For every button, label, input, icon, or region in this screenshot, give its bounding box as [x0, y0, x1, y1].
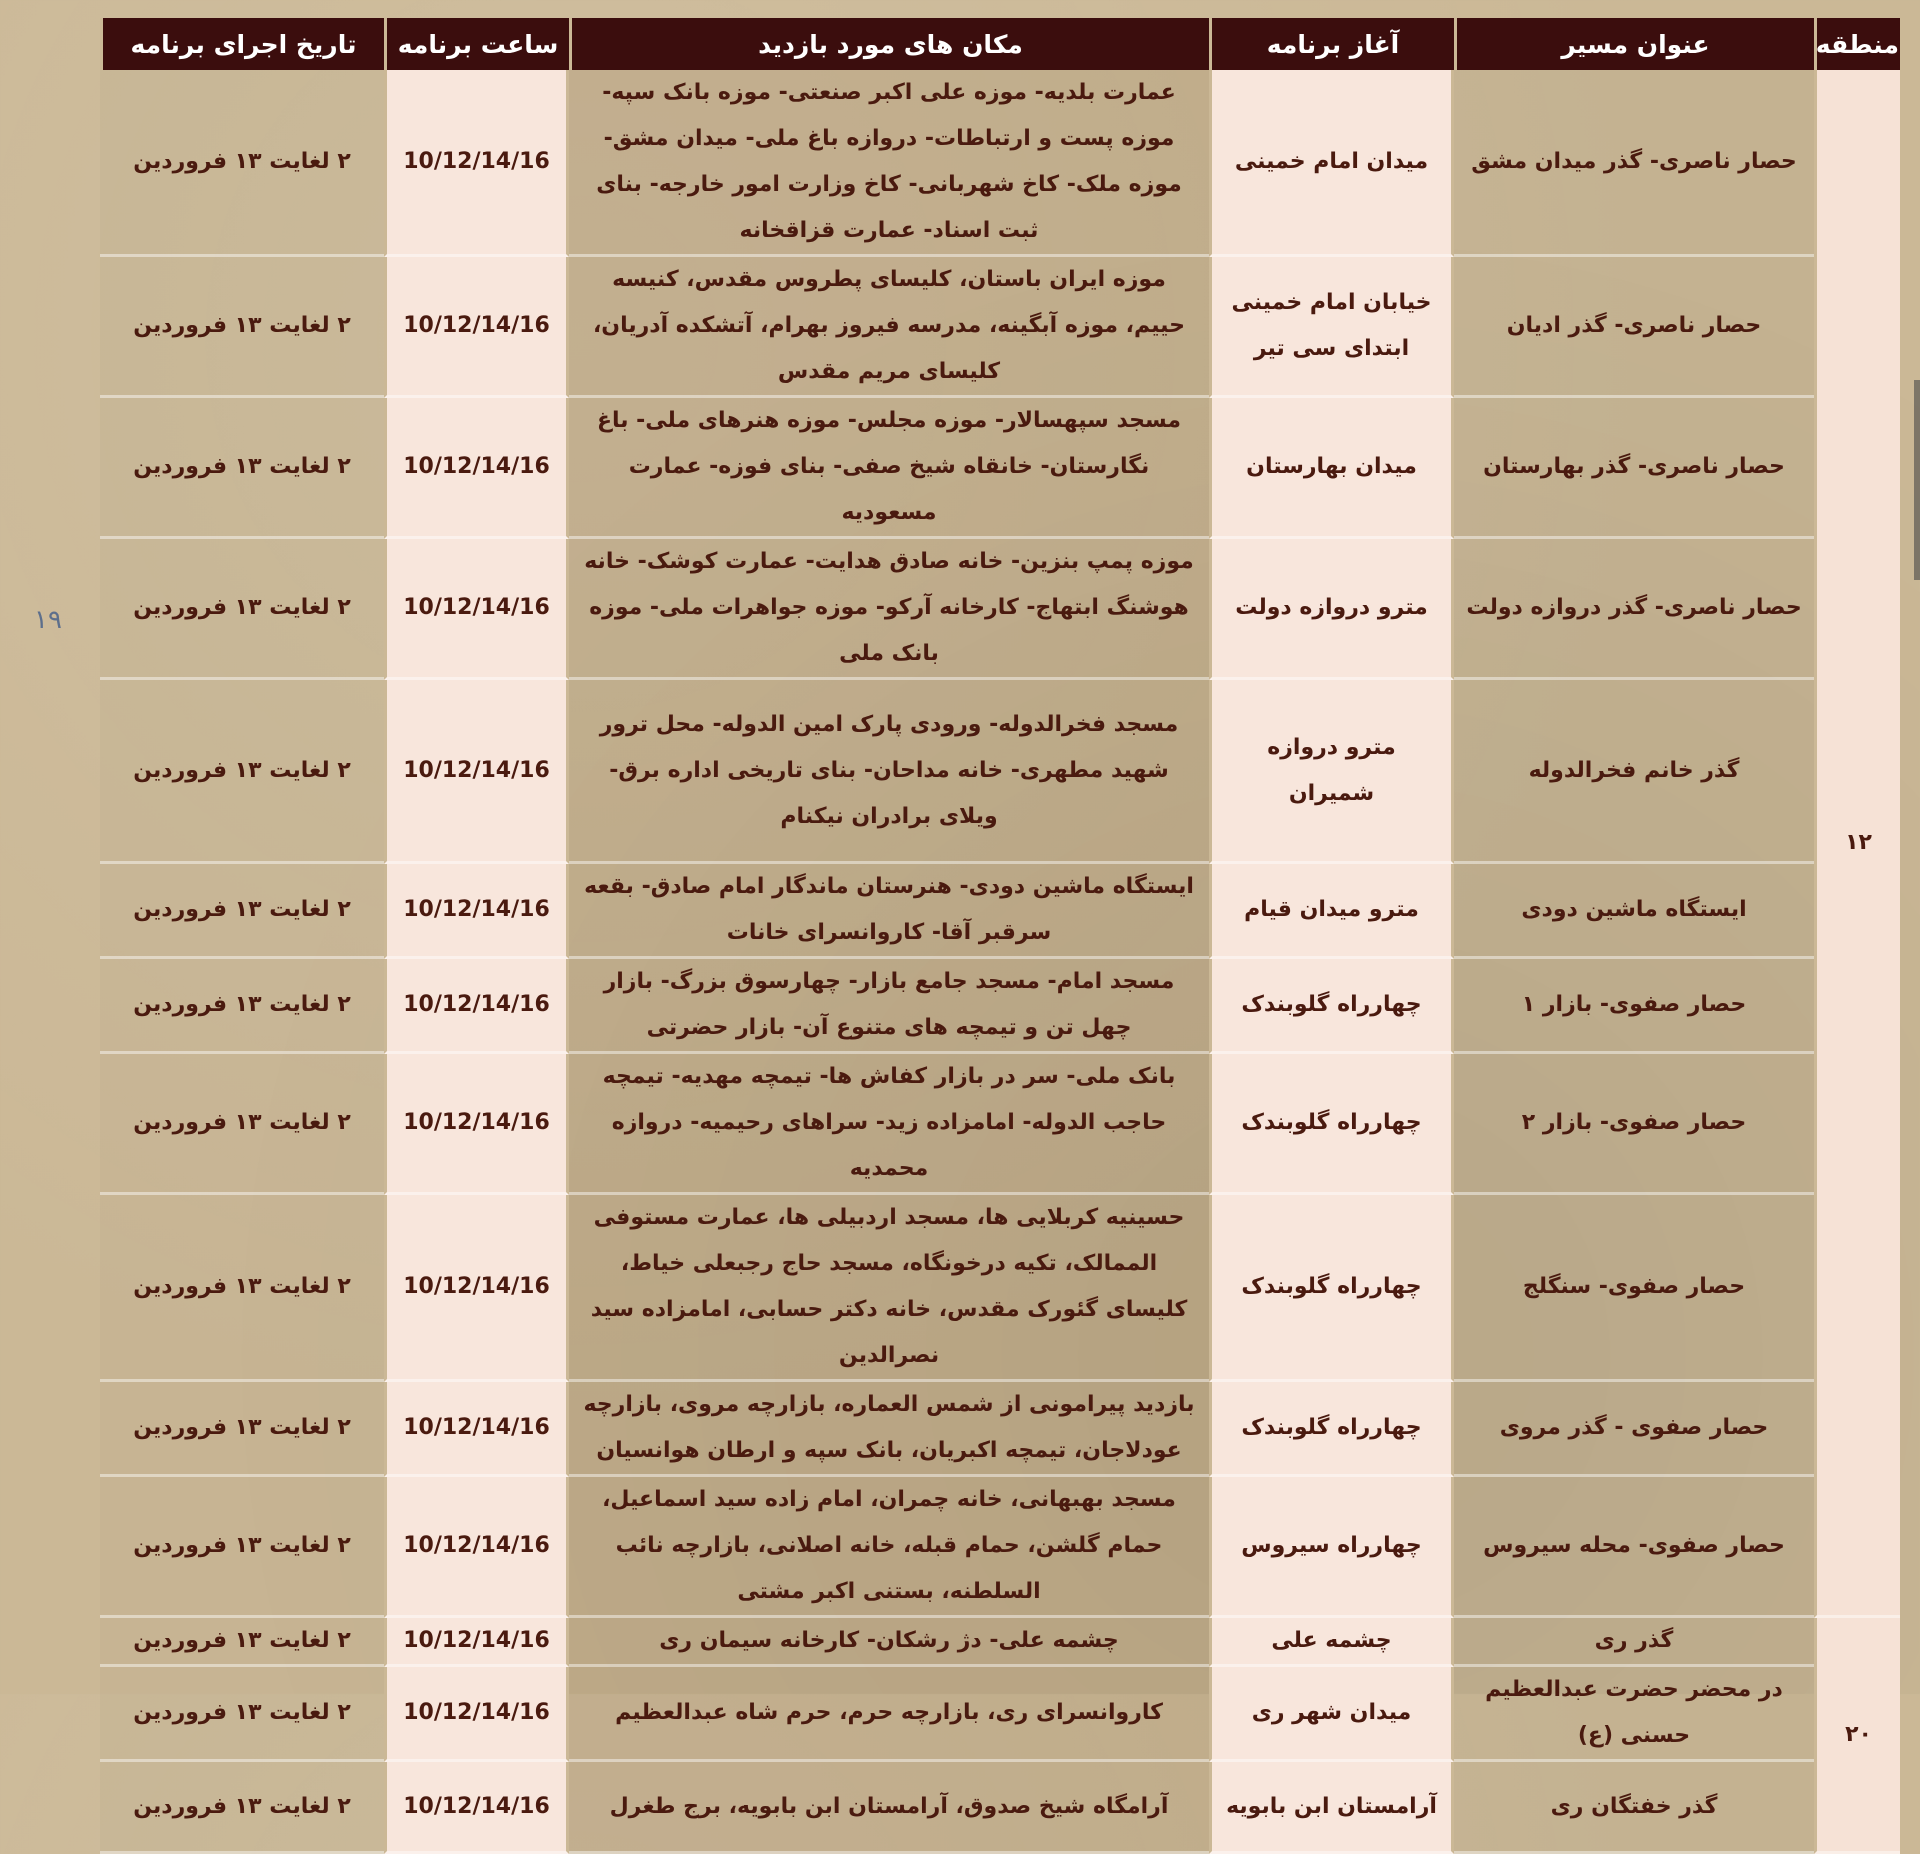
program-time: 10/12/14/16 [384, 1667, 569, 1762]
program-time: 10/12/14/16 [384, 70, 569, 257]
table-row [100, 1477, 1900, 1618]
route-title: حصار ناصری- گذر بهارستان [1454, 398, 1814, 539]
program-time: 10/12/14/16 [384, 864, 569, 959]
visited-places: آرامگاه شیخ صدوق، آرامستان ابن بابویه، برج طغرل [569, 1762, 1209, 1854]
program-time: 10/12/14/16 [384, 680, 569, 864]
visited-places: کاروانسرای ری، بازارچه حرم، حرم شاه عبدالعظیم [569, 1667, 1209, 1762]
program-date: ۲ لغایت ۱۳ فروردین [100, 1195, 384, 1382]
visited-places: مسجد امام- مسجد جامع بازار- چهارسوق بزرگ- بازار چهل تن و تیمچه های متنوع آن- بازار حضرتی [569, 959, 1209, 1054]
route-title: حصار صفوی - گذر مروی [1454, 1382, 1814, 1477]
start-point: مترو دروازه دولت [1209, 539, 1454, 680]
header-places: مکان های مورد بازدید [569, 18, 1209, 70]
start-point: مترو میدان قیام [1209, 864, 1454, 959]
header-date: تاریخ اجرای برنامه [100, 18, 384, 70]
program-time: 10/12/14/16 [384, 1618, 569, 1667]
program-date: ۲ لغایت ۱۳ فروردین [100, 1618, 384, 1667]
program-date: ۲ لغایت ۱۳ فروردین [100, 1054, 384, 1195]
visited-places: مسجد سپهسالار- موزه مجلس- موزه هنرهای ملی- باغ نگارستان- خانقاه شیخ صفی- بنای فوزه- عمارت مسعودیه [569, 398, 1209, 539]
program-date: ۲ لغایت ۱۳ فروردین [100, 864, 384, 959]
program-time: 10/12/14/16 [384, 1382, 569, 1477]
start-point: چهارراه سیروس [1209, 1477, 1454, 1618]
route-title: ایستگاه ماشین دودی [1454, 864, 1814, 959]
start-point: چهارراه گلوبندک [1209, 1382, 1454, 1477]
start-point: چهارراه گلوبندک [1209, 1195, 1454, 1382]
program-time: 10/12/14/16 [384, 1195, 569, 1382]
header-title: عنوان مسیر [1454, 18, 1814, 70]
program-date: ۲ لغایت ۱۳ فروردین [100, 257, 384, 398]
program-date: ۲ لغایت ۱۳ فروردین [100, 1762, 384, 1854]
route-title: حصار صفوی- محله سیروس [1454, 1477, 1814, 1618]
program-time: 10/12/14/16 [384, 257, 569, 398]
table-row [100, 680, 1900, 864]
visited-places: ایستگاه ماشین دودی- هنرستان ماندگار امام صادق- بقعه سرقبر آقا- کاروانسرای خانات [569, 864, 1209, 959]
visited-places: حسینیه کربلایی ها، مسجد اردبیلی ها، عمارت مستوفی الممالک، تکیه درخونگاه، مسجد حاج رجبعلی خیاط، کلیسای گئورک مقدس، خانه دکتر حسابی، امامزاده سید نصرالدین [569, 1195, 1209, 1382]
region-cell: ۱۲ [1814, 70, 1900, 1618]
table-row [100, 1618, 1900, 1667]
table-row [100, 1195, 1900, 1382]
route-title: در محضر حضرت عبدالعظیم حسنی (ع) [1454, 1667, 1814, 1762]
start-point: میدان بهارستان [1209, 398, 1454, 539]
program-time: 10/12/14/16 [384, 539, 569, 680]
header-time: ساعت برنامه [384, 18, 569, 70]
route-title: گذر ری [1454, 1618, 1814, 1667]
table-row [100, 959, 1900, 1054]
visited-places: بانک ملی- سر در بازار کفاش ها- تیمچه مهدیه- تیمچه حاجب الدوله- امامزاده زید- سراهای رحیمیه- دروازه محمدیه [569, 1054, 1209, 1195]
table-row [100, 1382, 1900, 1477]
program-time: 10/12/14/16 [384, 1477, 569, 1618]
table-row [100, 1762, 1900, 1854]
program-date: ۲ لغایت ۱۳ فروردین [100, 959, 384, 1054]
program-date: ۲ لغایت ۱۳ فروردین [100, 70, 384, 257]
program-date: ۲ لغایت ۱۳ فروردین [100, 398, 384, 539]
start-point: میدان امام خمینی [1209, 70, 1454, 257]
route-title: گذر خفتگان ری [1454, 1762, 1814, 1854]
start-point: میدان شهر ری [1209, 1667, 1454, 1762]
start-point: چهارراه گلوبندک [1209, 959, 1454, 1054]
program-date: ۲ لغایت ۱۳ فروردین [100, 539, 384, 680]
visited-places: مسجد فخرالدوله- ورودی پارک امین الدوله- محل ترور شهید مطهری- خانه مداحان- بنای تاریخی اداره برق- ویلای برادران نیکنام [569, 680, 1209, 864]
tour-schedule-table [100, 18, 1900, 1854]
route-title: حصار ناصری- گذر ادیان [1454, 257, 1814, 398]
visited-places: موزه ایران باستان، کلیسای پطروس مقدس، کنیسه حییم، موزه آبگینه، مدرسه فیروز بهرام، آتشکده آدریان، کلیسای مریم مقدس [569, 257, 1209, 398]
scrollbar-edge[interactable] [1914, 380, 1920, 580]
start-point: خیابان امام خمینی ابتدای سی تیر [1209, 257, 1454, 398]
program-time: 10/12/14/16 [384, 1054, 569, 1195]
route-title: حصار صفوی- بازار ۱ [1454, 959, 1814, 1054]
start-point: آرامستان ابن بابویه [1209, 1762, 1454, 1854]
program-time: 10/12/14/16 [384, 1762, 569, 1854]
table-row [100, 1054, 1900, 1195]
program-time: 10/12/14/16 [384, 398, 569, 539]
visited-places: بازدید پیرامونی از شمس العماره، بازارچه مروی، بازارچه عودلاجان، تیمچه اکبریان، بانک سپه و ارطان هوانسیان [569, 1382, 1209, 1477]
route-title: گذر خانم فخرالدوله [1454, 680, 1814, 864]
page-number: ۱۹ [34, 605, 62, 635]
table-row [100, 864, 1900, 959]
table-header-row [100, 18, 1900, 70]
table-row [100, 70, 1900, 257]
table-row [100, 539, 1900, 680]
visited-places: موزه پمپ بنزین- خانه صادق هدایت- عمارت کوشک- خانه هوشنگ ابتهاج- کارخانه آرکو- موزه جواهرات ملی- موزه بانک ملی [569, 539, 1209, 680]
route-title: حصار صفوی- سنگلج [1454, 1195, 1814, 1382]
table-row [100, 1667, 1900, 1762]
program-date: ۲ لغایت ۱۳ فروردین [100, 1667, 384, 1762]
visited-places: مسجد بهبهانی، خانه چمران، امام زاده سید اسماعیل، حمام گلشن، حمام قبله، خانه اصلانی، بازارچه نائب السلطنه، بستنی اکبر مشتی [569, 1477, 1209, 1618]
program-date: ۲ لغایت ۱۳ فروردین [100, 1382, 384, 1477]
table-row [100, 398, 1900, 539]
route-title: حصار صفوی- بازار ۲ [1454, 1054, 1814, 1195]
start-point: مترو دروازه شمیران [1209, 680, 1454, 864]
program-date: ۲ لغایت ۱۳ فروردین [100, 680, 384, 864]
header-region: منطقه [1814, 18, 1900, 70]
header-start: آغاز برنامه [1209, 18, 1454, 70]
start-point: چشمه علی [1209, 1618, 1454, 1667]
table-row [100, 257, 1900, 398]
visited-places: چشمه علی- دژ رشکان- کارخانه سیمان ری [569, 1618, 1209, 1667]
visited-places: عمارت بلدیه- موزه علی اکبر صنعتی- موزه بانک سپه- موزه پست و ارتباطات- دروازه باغ ملی- میدان مشق- موزه ملک- کاخ شهربانی- کاخ وزارت امور خارجه- بنای ثبت اسناد- عمارت قزاقخانه [569, 70, 1209, 257]
program-time: 10/12/14/16 [384, 959, 569, 1054]
route-title: حصار ناصری- گذر میدان مشق [1454, 70, 1814, 257]
route-title: حصار ناصری- گذر دروازه دولت [1454, 539, 1814, 680]
program-date: ۲ لغایت ۱۳ فروردین [100, 1477, 384, 1618]
region-cell: ۲۰ [1814, 1618, 1900, 1854]
start-point: چهارراه گلوبندک [1209, 1054, 1454, 1195]
